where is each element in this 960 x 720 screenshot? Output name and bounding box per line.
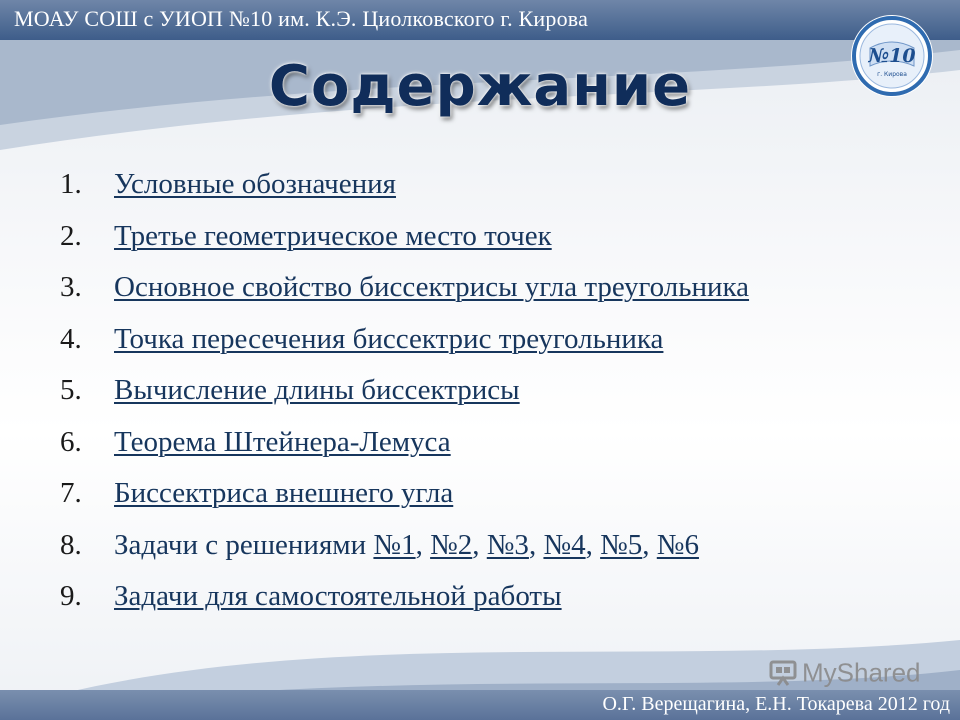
- toc-item-number: 3.: [60, 271, 82, 303]
- footer-bar: [0, 690, 960, 720]
- toc-link-conventions[interactable]: Условные обозначения: [114, 168, 396, 200]
- logo-badge-text: №10: [868, 45, 916, 67]
- page-title: Содержание: [268, 54, 692, 119]
- toc-link-task-6[interactable]: №6: [656, 528, 699, 561]
- link-separator: ,: [642, 528, 657, 561]
- footer-authors: О.Г. Верещагина, Е.Н. Токарева 2012 год: [602, 693, 950, 715]
- toc-link-external-bisector[interactable]: Биссектриса внешнего угла: [114, 477, 454, 509]
- toc-item-number: 5.: [60, 374, 82, 406]
- toc-link-task-5[interactable]: №5: [600, 528, 643, 561]
- toc-link-task-4[interactable]: №4: [543, 528, 586, 561]
- toc-link-bisector-property[interactable]: Основное свойство биссектрисы угла треугольника: [114, 271, 750, 303]
- toc-item-number: 9.: [60, 580, 82, 612]
- toc-link-steiner-lehmus[interactable]: Теорема Штейнера-Лемуса: [114, 425, 451, 458]
- watermark-text: MyShared: [802, 657, 921, 688]
- toc-link-task-1[interactable]: №1: [373, 528, 416, 561]
- presentation-board-icon: [768, 658, 798, 688]
- toc-link-task-3[interactable]: №3: [486, 528, 529, 561]
- toc-item-number: 4.: [60, 322, 82, 355]
- toc-item-number: 1.: [60, 168, 82, 200]
- link-separator: ,: [415, 528, 431, 561]
- watermark: [768, 656, 921, 692]
- school-name: МОАУ СОШ с УИОП №10 им. К.Э. Циолковского г. Кирова: [14, 6, 589, 31]
- toc-item-number: 8.: [60, 528, 82, 561]
- toc-link-third-locus[interactable]: Третье геометрическое место точек: [114, 219, 552, 252]
- toc-link-task-2[interactable]: №2: [430, 528, 473, 561]
- toc-item-number: 2.: [60, 219, 82, 252]
- link-separator: ,: [585, 528, 601, 561]
- toc-item-number: 7.: [60, 477, 82, 509]
- toc-link-bisector-intersection[interactable]: Точка пересечения биссектрис треугольника: [114, 322, 664, 355]
- logo-city-text: г. Кирова: [877, 71, 907, 78]
- toc-link-bisector-length[interactable]: Вычисление длины биссектрисы: [114, 374, 520, 406]
- header-bar: [0, 0, 960, 40]
- link-separator: ,: [472, 528, 487, 561]
- toc-item-number: 6.: [60, 425, 82, 458]
- toc-solved-tasks-label: Задачи с решениями: [114, 528, 374, 561]
- toc-link-self-study-tasks[interactable]: Задачи для самостоятельной работы: [114, 580, 562, 612]
- link-separator: ,: [528, 528, 544, 561]
